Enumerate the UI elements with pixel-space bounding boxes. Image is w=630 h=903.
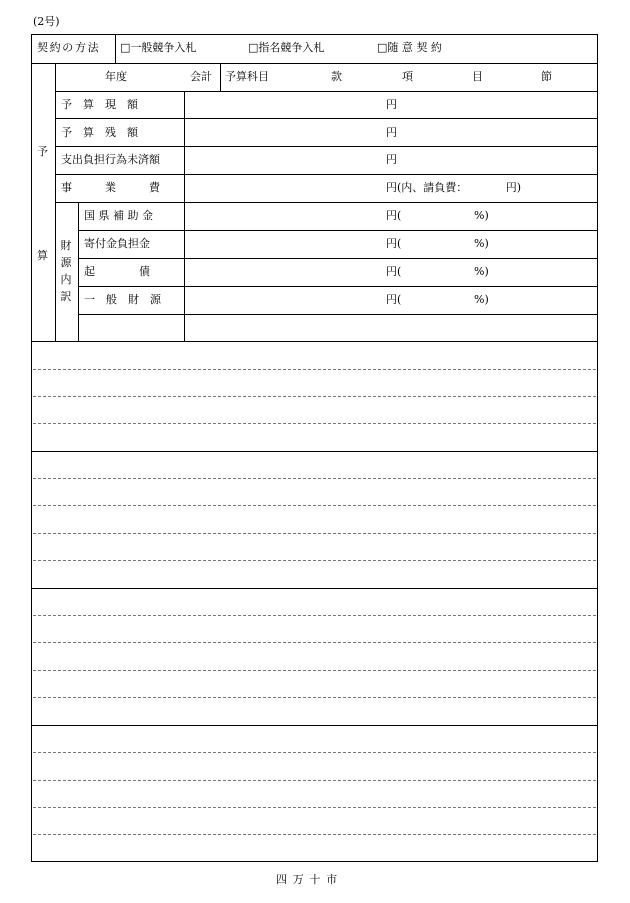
writing-line[interactable]	[33, 834, 596, 835]
project-cost-label: 事 業 費	[61, 181, 160, 194]
writing-line[interactable]	[33, 560, 596, 561]
bond-percent[interactable]: %)	[474, 265, 489, 278]
column-line	[220, 63, 221, 91]
side-label-top: 予	[37, 145, 48, 158]
writing-line[interactable]	[33, 423, 596, 424]
option-negotiated-contract[interactable]	[377, 41, 442, 55]
bond-label: 起 債	[84, 265, 150, 278]
option-label: 随 意 契 約	[387, 41, 442, 54]
column-line	[55, 63, 56, 341]
general-fund-percent[interactable]: %)	[474, 293, 489, 306]
issuer-name: 四 万 十 市	[276, 873, 339, 886]
form-number: (2号)	[33, 15, 60, 28]
budget-remaining-label: 予 算 残 額	[61, 126, 138, 139]
unexecuted-commitment-label: 支出負担行為未済額	[61, 153, 160, 166]
writing-line[interactable]	[33, 505, 596, 506]
general-fund-value[interactable]: 円(	[386, 293, 402, 306]
writing-line[interactable]	[33, 752, 596, 753]
row-line	[78, 258, 598, 259]
row-line	[55, 118, 598, 119]
budget-current-value[interactable]: 円	[386, 98, 397, 111]
checkbox-icon[interactable]: □	[377, 41, 388, 54]
section-divider	[31, 588, 598, 589]
header-kan: 款	[331, 70, 342, 83]
row-line	[55, 91, 598, 92]
row-line	[31, 63, 598, 64]
column-line	[184, 91, 185, 341]
writing-line[interactable]	[33, 615, 596, 616]
writing-line[interactable]	[33, 478, 596, 479]
donation-percent[interactable]: %)	[474, 237, 489, 250]
row-line	[78, 286, 598, 287]
row-line	[55, 174, 598, 175]
section-divider	[31, 451, 598, 452]
writing-line[interactable]	[33, 396, 596, 397]
writing-line[interactable]	[33, 369, 596, 370]
header-budget-item: 予算科目	[225, 70, 269, 83]
side-label-bottom: 算	[37, 249, 48, 262]
writing-line[interactable]	[33, 807, 596, 808]
funding-breakdown-label: 財 源 内 訳	[60, 239, 72, 303]
subsidy-value[interactable]: 円(	[386, 209, 402, 222]
donation-label: 寄付金負担金	[84, 237, 150, 250]
header-setsu: 節	[541, 70, 552, 83]
donation-value[interactable]: 円(	[386, 237, 402, 250]
row-line	[55, 202, 598, 203]
header-account: 会計	[190, 70, 212, 83]
general-fund-label: 一 般 財 源	[84, 293, 161, 306]
writing-line[interactable]	[33, 642, 596, 643]
unexecuted-commitment-value[interactable]: 円	[386, 153, 397, 166]
row-line	[31, 341, 598, 342]
header-moku: 目	[472, 70, 483, 83]
column-line	[78, 202, 79, 341]
row-line	[78, 230, 598, 231]
option-label: 指名競争入札	[258, 41, 325, 54]
checkbox-icon[interactable]: □	[248, 41, 259, 54]
writing-line[interactable]	[33, 670, 596, 671]
header-year: 年度	[105, 70, 127, 83]
section-divider	[31, 725, 598, 726]
writing-line[interactable]	[33, 697, 596, 698]
option-designated-bidding[interactable]	[248, 41, 324, 55]
writing-line[interactable]	[33, 533, 596, 534]
divider	[115, 34, 116, 63]
subsidy-percent[interactable]: %)	[474, 209, 489, 222]
row-line	[55, 146, 598, 147]
budget-remaining-value[interactable]: 円	[386, 126, 397, 139]
option-label: 一般競争入札	[130, 41, 197, 54]
row-line	[78, 314, 598, 315]
header-kou: 項	[402, 70, 413, 83]
checkbox-icon[interactable]: □	[120, 41, 131, 54]
subsidy-label: 国 県 補 助 金	[84, 209, 153, 222]
bond-value[interactable]: 円(	[386, 265, 402, 278]
option-general-bidding[interactable]	[120, 41, 196, 55]
project-cost-value[interactable]: 円(内、請負費： 円)	[386, 181, 522, 194]
writing-line[interactable]	[33, 780, 596, 781]
budget-current-label: 予 算 現 額	[61, 98, 138, 111]
contract-method-label: 契約の方法	[37, 41, 101, 54]
